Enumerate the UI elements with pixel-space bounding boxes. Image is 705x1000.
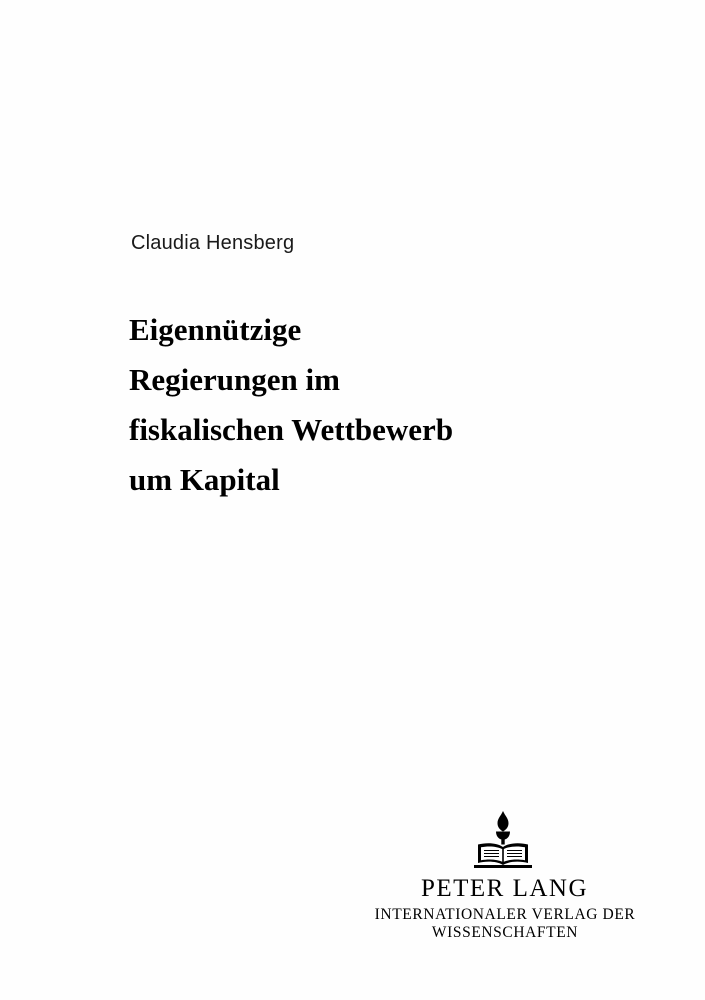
title-line-4: um Kapital — [129, 462, 280, 497]
publisher-subtitle: INTERNATIONALER VERLAG DER WISSENSCHAFTEN — [374, 906, 636, 941]
author-name: Claudia Hensberg — [131, 232, 295, 254]
book-title — [129, 305, 599, 505]
publisher-logo-block — [317, 811, 697, 942]
publisher-block — [0, 811, 705, 942]
title-line-1: Eigennützige — [129, 312, 302, 347]
peter-lang-open-book-flame-icon — [470, 811, 536, 873]
title-line-2: Regierungen im — [129, 362, 340, 397]
publisher-logo — [317, 811, 697, 873]
title-line-3: fiskalischen Wettbewerb — [129, 412, 454, 447]
publisher-name: PETER LANG — [420, 875, 589, 902]
